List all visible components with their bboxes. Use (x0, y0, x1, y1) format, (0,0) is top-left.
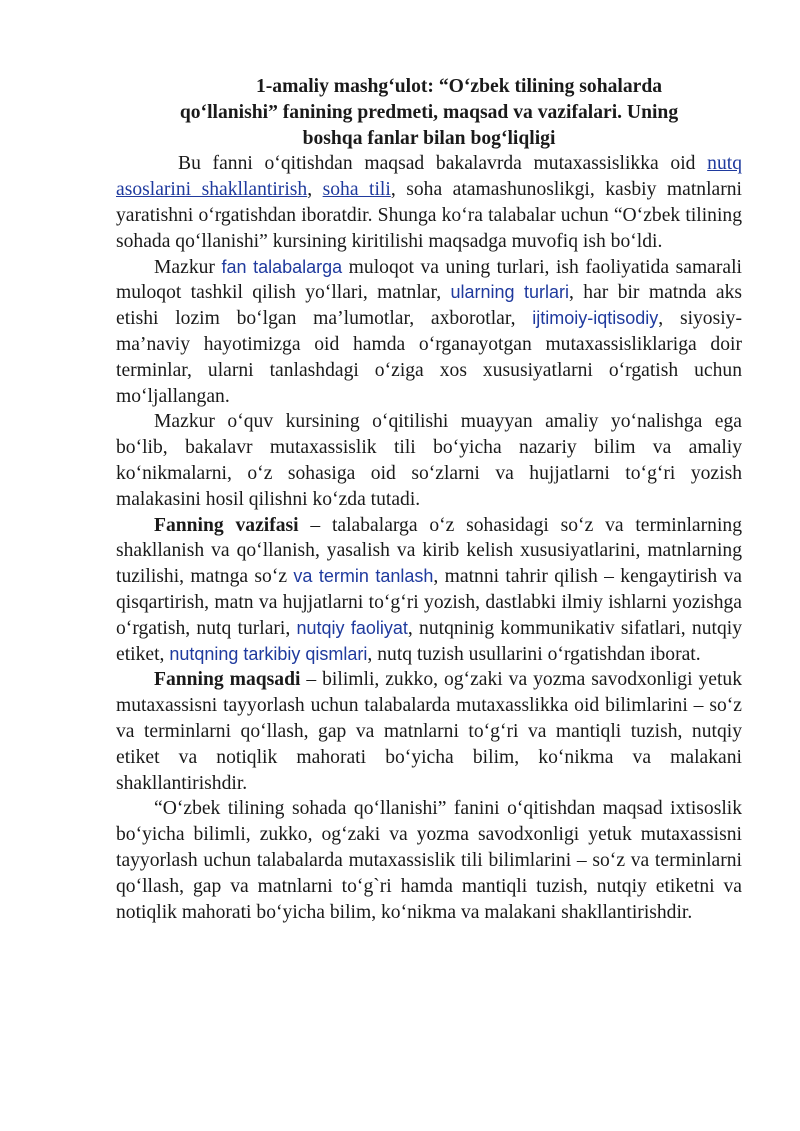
content-text-a: Mazkur (154, 256, 222, 278)
tasks-text-c: , nutqninig kommunikativ sifatlari, nutqiy etiket, (116, 617, 742, 665)
link-soha-tili[interactable]: soha tili (322, 179, 391, 201)
highlight-termin-tanlash: va termin tanlash (293, 566, 434, 587)
link-nutq-asoslari[interactable]: nutq asoslarini shakllantirish (116, 153, 742, 201)
goal-heading: Fanning maqsadi (154, 669, 301, 691)
paragraph-goal (116, 667, 742, 796)
intro-text-a: Bu fanni o‘qitishdan maqsad bakalavrda mutaxassislikka oid (178, 153, 708, 175)
content-text-d: , siyosiy-ma’naviy hayotimizga oid hamda o‘rganayotgan mutaxassisliklariga doir terminlar, ularni tanlashdagi o‘ziga xos xususiyatlarni o‘rgatish uchun mo‘ljallangan. (116, 308, 742, 407)
paragraph-conclusion (116, 796, 742, 925)
paragraph-course-content (116, 255, 742, 410)
tasks-text-d: , nutq tuzish usullarini o‘rgatishdan iborat. (367, 643, 701, 665)
title-line-2: qo‘llanishi” fanining predmeti, maqsad va vazifalari. Uning (179, 101, 679, 123)
paragraph-course-practice (116, 409, 742, 512)
document-title (116, 74, 742, 151)
highlight-tarkibiy-qismlari: nutqning tarkibiy qismlari (169, 643, 368, 664)
tasks-heading: Fanning vazifasi (154, 514, 299, 536)
practice-text: Mazkur o‘quv kursining o‘qitilishi muayyan amaliy yo‘nalishga ega bo‘lib, bakalavr mutaxassislik tili bo‘yicha nazariy bilim va amaliy ko‘nikmalarni, o‘z sohasiga oid so‘zlarni va hujjatlarni to‘g‘ri yozish malakasini hosil qilishni ko‘zda tutadi. (116, 411, 742, 510)
intro-text-b: , (307, 179, 323, 201)
highlight-fan-talabalarga: fan talabalarga (221, 256, 343, 277)
document-page (116, 74, 742, 925)
content-text-b: muloqot va uning turlari, ish faoliyatida samarali muloqot tashkil qilish yo‘llari, matnlar, (116, 256, 742, 304)
paragraph-tasks (116, 513, 742, 668)
title-line-3: boshqa fanlar bilan bog‘liqligi (302, 127, 556, 149)
conclusion-text: “O‘zbek tilining sohada qo‘llanishi” fanini o‘qitishdan maqsad ixtisoslik bo‘yicha bilimli, zukko, og‘zaki va yozma savodxonligi yetuk mutaxassisni tayyorlash uchun talabalarda mutaxassislik tili bilimlarini – so‘z va terminlarni qo‘llash, gap va matnlarni to‘g`ri hamda mantiqli tuzish, nutqiy etiketni va notiqlik mahorati bo‘yicha bilim, ko‘nikma va malakani shakllantirishdir. (116, 798, 742, 923)
tasks-text-a: – talabalarga o‘z sohasidagi so‘z va terminlarning shakllanish va qo‘llanish, yasalish va kirib kelish xususiyatlarini, matnlarning tuzilishi, matnga so‘z (116, 514, 742, 588)
tasks-text-b: , matnni tahrir qilish – kengaytirish va qisqartirish, matn va hujjatlarni to‘g‘ri yozish, dastlabki ilmiy ishlarni yozishga o‘rgatish, nutq turlari, (116, 566, 742, 639)
title-line-1: 1-amaliy mashg‘ulot: “O‘zbek tilining sohalarda (255, 76, 663, 97)
highlight-ijtimoiy-iqtisodiy: ijtimoiy-iqtisodiy (532, 308, 659, 329)
goal-text: – bilimli, zukko, og‘zaki va yozma savodxonligi yetuk mutaxassisni tayyorlash uchun talabalarda mutaxasslikka oid bilimlarini – so‘z va terminlarni qo‘llash, gap va matnlarni to‘g‘ri va mantiqli tuzish, nutqiy etiket va notiqlik mahorati bo‘yicha bilim, ko‘nikma va malakani shakllantirishdir. (116, 669, 742, 794)
highlight-ularning-turlari: ularning turlari (450, 282, 570, 303)
content-text-c: , har bir matnda aks etishi lozim bo‘lgan ma’lumotlar, axborotlar, (116, 282, 742, 330)
highlight-nutqiy-faoliyat: nutqiy faoliyat (296, 617, 408, 638)
paragraph-intro (116, 151, 742, 254)
intro-text-c: , soha atamashunoslikgi, kasbiy matnlarni yaratishni o‘rgatishdan iboratdir. Shunga ko‘ra talabalar uchun “O‘zbek tilining sohada qo‘llanishi” kursining kiritilishi maqsadga muvofiq ish bo‘ldi. (116, 179, 742, 252)
